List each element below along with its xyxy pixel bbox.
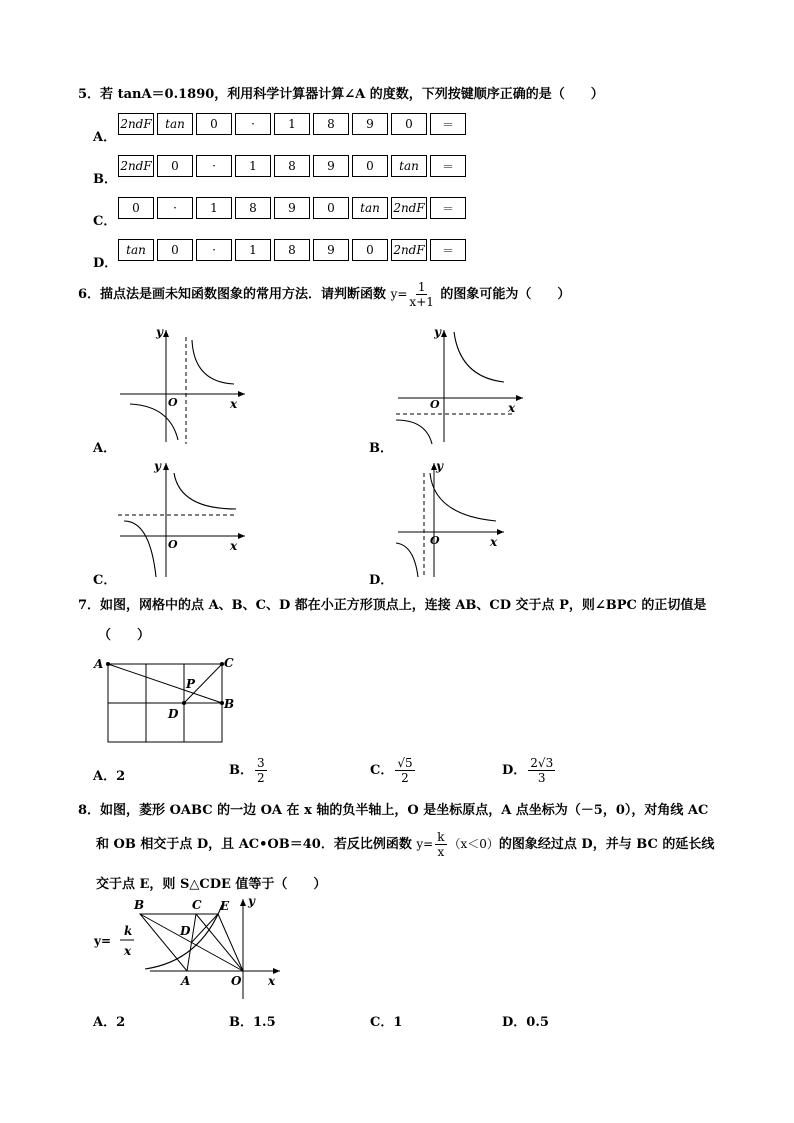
q8-point-a: A bbox=[181, 974, 191, 988]
calc-key: tan bbox=[352, 197, 388, 219]
calc-key: 2ndF bbox=[391, 239, 427, 261]
calc-key: 8 bbox=[313, 113, 349, 135]
calc-key: 1 bbox=[235, 239, 271, 261]
q6-stem bbox=[78, 280, 570, 309]
q8-rhombus-figure bbox=[90, 895, 290, 1005]
q5-stem: 5．若 tanA＝0.1890，利用科学计算器计算∠A 的度数，下列按键顺序正确的是（ ） bbox=[78, 87, 604, 102]
calc-key: 2ndF bbox=[118, 155, 154, 177]
q6-stem-after: 的图象可能为（ ） bbox=[440, 287, 571, 302]
calc-key: · bbox=[196, 239, 232, 261]
calc-key: · bbox=[157, 197, 193, 219]
q8-option-b bbox=[229, 1011, 276, 1030]
q6a-x-label: x bbox=[230, 397, 238, 411]
q7-option-c-num: √5 bbox=[397, 756, 413, 770]
q7-paren: （ ） bbox=[98, 628, 151, 643]
q6a-origin-label: O bbox=[168, 396, 178, 409]
calc-key: 2ndF bbox=[391, 197, 427, 219]
q6-fraction bbox=[409, 280, 433, 309]
q7-grid-figure bbox=[90, 652, 240, 748]
calc-key: 9 bbox=[274, 197, 310, 219]
calc-key: 0 bbox=[352, 239, 388, 261]
q6b-x-label: x bbox=[508, 401, 516, 415]
q8-option-d-text: 0.5 bbox=[526, 1015, 549, 1030]
q8-point-b: B bbox=[134, 898, 145, 912]
q8-curve-k: k bbox=[124, 924, 133, 938]
q5-option-d-keys bbox=[118, 239, 466, 261]
calc-key: ＝ bbox=[430, 155, 466, 177]
q8-line1: 8．如图，菱形 OABC 的一边 OA 在 x 轴的负半轴上，O 是坐标原点，A 点坐标为（－5，0），对角线 AC bbox=[78, 803, 709, 818]
q7-option-d-num: 2√3 bbox=[530, 756, 554, 770]
calc-key: tan bbox=[118, 239, 154, 261]
calc-key: 1 bbox=[274, 113, 310, 135]
q7-option-c-den: 2 bbox=[401, 771, 409, 785]
q6-y-eq: y= bbox=[390, 287, 408, 301]
q6-option-c-label: C． bbox=[93, 573, 117, 588]
q6-option-b-label: B． bbox=[369, 441, 393, 456]
q5-option-d-label: D． bbox=[93, 256, 118, 271]
q7-point-d: D bbox=[168, 707, 179, 721]
calc-key: 0 bbox=[157, 239, 193, 261]
calc-key: 0 bbox=[352, 155, 388, 177]
q8-option-b-text: 1.5 bbox=[253, 1015, 276, 1030]
q8-option-c-label: C． bbox=[370, 1015, 394, 1030]
calc-key: tan bbox=[391, 155, 427, 177]
q6-graph-c bbox=[110, 455, 250, 580]
calc-key: · bbox=[196, 155, 232, 177]
q7-option-d-frac bbox=[528, 756, 555, 785]
q5-option-b-label: B． bbox=[93, 172, 117, 187]
q8-option-c-text: 1 bbox=[393, 1015, 403, 1030]
q6-option-a-label: A． bbox=[93, 441, 117, 456]
q8-option-c bbox=[370, 1011, 402, 1030]
q6b-y-label: y bbox=[434, 325, 441, 339]
q6c-origin-label: O bbox=[168, 538, 178, 551]
q7-option-d-den: 3 bbox=[537, 771, 546, 785]
q8-option-a-label: A． bbox=[93, 1015, 117, 1030]
q7-option-b bbox=[229, 756, 269, 785]
calc-key: 8 bbox=[274, 155, 310, 177]
q6-option-d-label: D． bbox=[369, 573, 394, 588]
calc-key: 1 bbox=[196, 197, 232, 219]
calc-key: tan bbox=[157, 113, 193, 135]
q7-point-b: B bbox=[224, 697, 235, 711]
q6-graph-a bbox=[110, 322, 250, 447]
calc-key: 2ndF bbox=[118, 113, 154, 135]
q7-point-p: P bbox=[186, 677, 196, 691]
q7-option-b-frac bbox=[255, 756, 267, 785]
q8-option-b-label: B． bbox=[229, 1015, 253, 1030]
q7-option-c bbox=[370, 756, 417, 785]
q8-func-num: k bbox=[437, 830, 445, 844]
calc-key: 0 bbox=[157, 155, 193, 177]
calc-key: 0 bbox=[196, 113, 232, 135]
q8-line2-before: 和 OB 相交于点 D，且 AC•OB＝40．若反比例函数 bbox=[96, 837, 412, 852]
q8-option-d-label: D． bbox=[502, 1015, 527, 1030]
calc-key: · bbox=[235, 113, 271, 135]
q8-option-a-text: 2 bbox=[116, 1015, 126, 1030]
q6a-y-label: y bbox=[156, 325, 163, 339]
q5-option-c-keys bbox=[118, 197, 466, 219]
q6c-x-label: x bbox=[230, 539, 238, 553]
q7-option-d-label: D． bbox=[502, 763, 527, 778]
q7-point-a: A bbox=[94, 657, 104, 671]
q7-option-a-text: 2 bbox=[116, 769, 126, 784]
calc-key: 8 bbox=[274, 239, 310, 261]
q8-y-axis-label: y bbox=[248, 895, 255, 908]
q8-point-e: E bbox=[220, 899, 230, 913]
q5-option-c-label: C． bbox=[93, 214, 117, 229]
q6-graph-b bbox=[388, 322, 528, 447]
q5-option-a-keys bbox=[118, 113, 466, 135]
calc-key: 0 bbox=[118, 197, 154, 219]
q7-option-b-label: B． bbox=[229, 763, 253, 778]
q6b-origin-label: O bbox=[430, 398, 440, 411]
q8-func-y: y= bbox=[416, 837, 434, 851]
q5-option-b-keys bbox=[118, 155, 466, 177]
q5-option-a-label: A． bbox=[93, 130, 117, 145]
q8-line2 bbox=[96, 830, 714, 859]
q6d-origin-label: O bbox=[430, 534, 440, 547]
q7-option-a-label: A． bbox=[93, 769, 117, 784]
q8-point-d: D bbox=[180, 924, 191, 938]
calc-key: ＝ bbox=[430, 239, 466, 261]
q8-func-frac bbox=[435, 830, 446, 859]
q8-cond: （x＜0） bbox=[448, 837, 499, 851]
q8-point-o: O bbox=[231, 974, 242, 988]
calc-key: ＝ bbox=[430, 197, 466, 219]
q7-option-a bbox=[93, 765, 125, 784]
q7-option-b-den: 2 bbox=[257, 771, 265, 785]
q8-option-a bbox=[93, 1011, 125, 1030]
calc-key: 9 bbox=[313, 239, 349, 261]
q7-option-c-frac bbox=[395, 756, 414, 785]
q6d-y-label: y bbox=[436, 459, 443, 473]
q7-point-c: C bbox=[224, 656, 234, 670]
calc-key: 1 bbox=[235, 155, 271, 177]
q6-fraction-num: 1 bbox=[417, 280, 426, 294]
q8-curve-x: x bbox=[124, 944, 132, 958]
q6c-y-label: y bbox=[154, 459, 161, 473]
calc-key: ＝ bbox=[430, 113, 466, 135]
q7-option-d bbox=[502, 756, 557, 785]
q8-x-axis-label: x bbox=[268, 974, 276, 988]
q6-stem-before: 6．描点法是画未知函数图象的常用方法．请判断函数 bbox=[78, 287, 387, 302]
calc-key: 8 bbox=[235, 197, 271, 219]
q6-graph-d bbox=[388, 455, 528, 580]
calc-key: 9 bbox=[352, 113, 388, 135]
q7-option-b-num: 3 bbox=[257, 756, 265, 770]
q8-line3: 交于点 E，则 S△CDE 值等于（ ） bbox=[96, 877, 327, 892]
q8-option-d bbox=[502, 1011, 549, 1030]
q8-point-c: C bbox=[192, 898, 202, 912]
q7-stem: 7．如图，网格中的点 A、B、C、D 都在小正方形顶点上，连接 AB、CD 交于点 P，则∠BPC 的正切值是 bbox=[78, 598, 707, 613]
calc-key: 0 bbox=[391, 113, 427, 135]
q6-fraction-den: x+1 bbox=[409, 295, 434, 309]
q6d-x-label: x bbox=[490, 535, 498, 549]
q8-curve-y-eq: y= bbox=[94, 934, 112, 948]
q8-func-den: x bbox=[437, 845, 445, 859]
calc-key: 9 bbox=[313, 155, 349, 177]
calc-key: 0 bbox=[313, 197, 349, 219]
q8-line2-after: 的图象经过点 D，并与 BC 的延长线 bbox=[498, 837, 715, 852]
q7-option-c-label: C． bbox=[370, 763, 394, 778]
